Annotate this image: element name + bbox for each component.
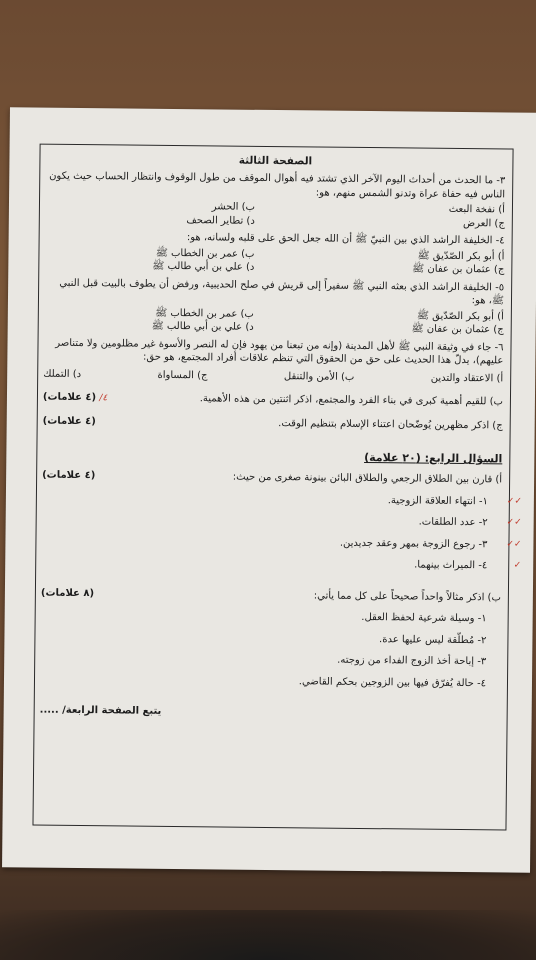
q4-b-item-4: ٤- حالة يُفرّق فيها بين الزوجين بحكم القاضي. bbox=[298, 675, 487, 689]
question-5-stem: ٥- الخليفة الراشد الذي بعثه النبي ﷺ سفيراً إلى قريش في صلح الحديبية، ورفض أن يطوف بالبيت قبل النبي ﷺ، هو: bbox=[59, 277, 505, 307]
q4-part-b-text: ب) اذكر مثالاً واحداً صحيحاً على كل مما يأتي: bbox=[313, 589, 501, 603]
q4-part-a-text: أ) قارن بين الطلاق الرجعي والطلاق البائن بينونة صغرى من حيث: bbox=[232, 471, 503, 486]
red-tick-icon: ✓✓ bbox=[506, 538, 522, 550]
q4-option-a: أ) أبو بكر الصّدّيق ﷺ bbox=[417, 250, 505, 263]
q4-b-item-3: ٣- إباحة أخذ الزوج الفداء من زوجته. bbox=[337, 654, 487, 668]
part-c-row bbox=[43, 414, 503, 432]
question-5-options bbox=[44, 305, 504, 337]
q4-b-item-2: ٢- مُطلّقة ليس عليها عدة. bbox=[378, 633, 487, 646]
q6-option-b: ب) الأمن والتنقل bbox=[283, 370, 355, 383]
red-tick-icon: ✓✓ bbox=[506, 495, 522, 507]
question-4-stem: ٤- الخليفة الراشد الذي بين النبيّ ﷺ أن الله جعل الحق على قلبه ولسانه، هو: bbox=[186, 232, 505, 247]
q4-a-item-3: ✓✓ ٣- رجوع الزوجة بمهر وعقد جديدين. bbox=[339, 537, 522, 550]
q4-a-item-4: ✓ ٤- الميراث بينهما. bbox=[414, 559, 522, 572]
q5-option-c: ج) عثمان بن عفان ﷺ bbox=[411, 323, 504, 336]
question-6-options bbox=[43, 367, 503, 385]
question-4-options bbox=[44, 245, 504, 277]
q3-option-a: أ) نفخة البعث bbox=[448, 204, 506, 216]
q4-option-b: ب) عمر بن الخطاب ﷺ bbox=[155, 247, 255, 260]
question-3-stem: ٣- ما الحدث من أحداث اليوم الآخر الذي تشتد فيه أهوال الموقف من طول الوقوف وانتظار الحساب حيث يكون الناس فيه حفاة عراة وتدنو الشمس منهم، هو: bbox=[49, 170, 506, 201]
q4-part-b-row bbox=[41, 586, 501, 604]
q5-option-a: أ) أبو بكر الصّدّيق ﷺ bbox=[416, 310, 504, 323]
q4-a-item-1: ✓✓ ١- انتهاء العلاقة الزوجية. bbox=[387, 494, 522, 507]
q4-option-d: د) علي بن أبي طالب ﷺ bbox=[152, 260, 255, 273]
q6-option-d: د) التملك bbox=[43, 368, 82, 380]
part-b-points: (٤ علامات) bbox=[42, 391, 97, 404]
q5-option-b: ب) عمر بن الخطاب ﷺ bbox=[155, 307, 254, 320]
question-4-section-header bbox=[42, 448, 502, 468]
part-b-text: ب) للقيم أهمية كبرى في بناء الفرد والمجتمع، اذكر اثنتين من هذه الأهمية. bbox=[199, 393, 503, 408]
q6-option-c: ج) المساواة bbox=[157, 369, 208, 382]
exam-paper bbox=[2, 107, 536, 872]
q4-part-b-points: (٨ علامات) bbox=[40, 587, 95, 599]
question-4-section-title: السؤال الرابع: (٢٠ علامة) bbox=[364, 451, 503, 466]
q4-b-item-1: ١- وسيلة شرعية لحفظ العقل. bbox=[361, 611, 487, 625]
page-content bbox=[39, 152, 522, 722]
red-tick-icon: ✓✓ bbox=[506, 517, 522, 528]
q6-option-a: أ) الاعتقاد والتدين bbox=[430, 372, 504, 385]
part-c-text: ج) اذكر مظهرين يُوضّحان اعتناء الإسلام بتنظيم الوقت. bbox=[278, 417, 503, 432]
q4-part-a-row bbox=[42, 469, 502, 487]
footer-text: يتبع الصفحة الرابعة/ ..... bbox=[39, 704, 162, 717]
q5-option-d: د) علي بن أبي طالب ﷺ bbox=[151, 320, 254, 333]
q4-part-a-points: (٤ علامات) bbox=[42, 469, 96, 482]
part-b-grade: ٤/ bbox=[99, 393, 108, 404]
dark-background-edge bbox=[0, 910, 536, 960]
part-c-points: (٤ علامات) bbox=[42, 415, 96, 427]
question-3-options bbox=[45, 199, 505, 231]
part-b-row bbox=[43, 391, 503, 409]
q4-option-c: ج) عثمان بن عفان ﷺ bbox=[412, 263, 505, 276]
q3-option-d: د) تطاير الصحف bbox=[186, 214, 255, 227]
q3-option-c: ج) العرض bbox=[462, 217, 505, 230]
q4-a-item-2: ✓✓ ٢- عدد الطلقات. bbox=[418, 516, 522, 529]
page-title: الصفحة الثالثة bbox=[238, 154, 313, 168]
q3-option-b: ب) الحشر bbox=[211, 201, 256, 213]
question-6-stem: ٦- جاء في وثيقة النبي ﷺ لأهل المدينة (وإنه من تبعنا من يهود فإن له النصر والأسوة غير مظلومين ولا متناصر عليهم)، يدلّ هذا الحديث على حق من الحقوق التي تنظم علاقات أفراد المجتمع، هو حق: bbox=[55, 337, 504, 367]
red-tick-icon: ✓ bbox=[513, 560, 522, 571]
